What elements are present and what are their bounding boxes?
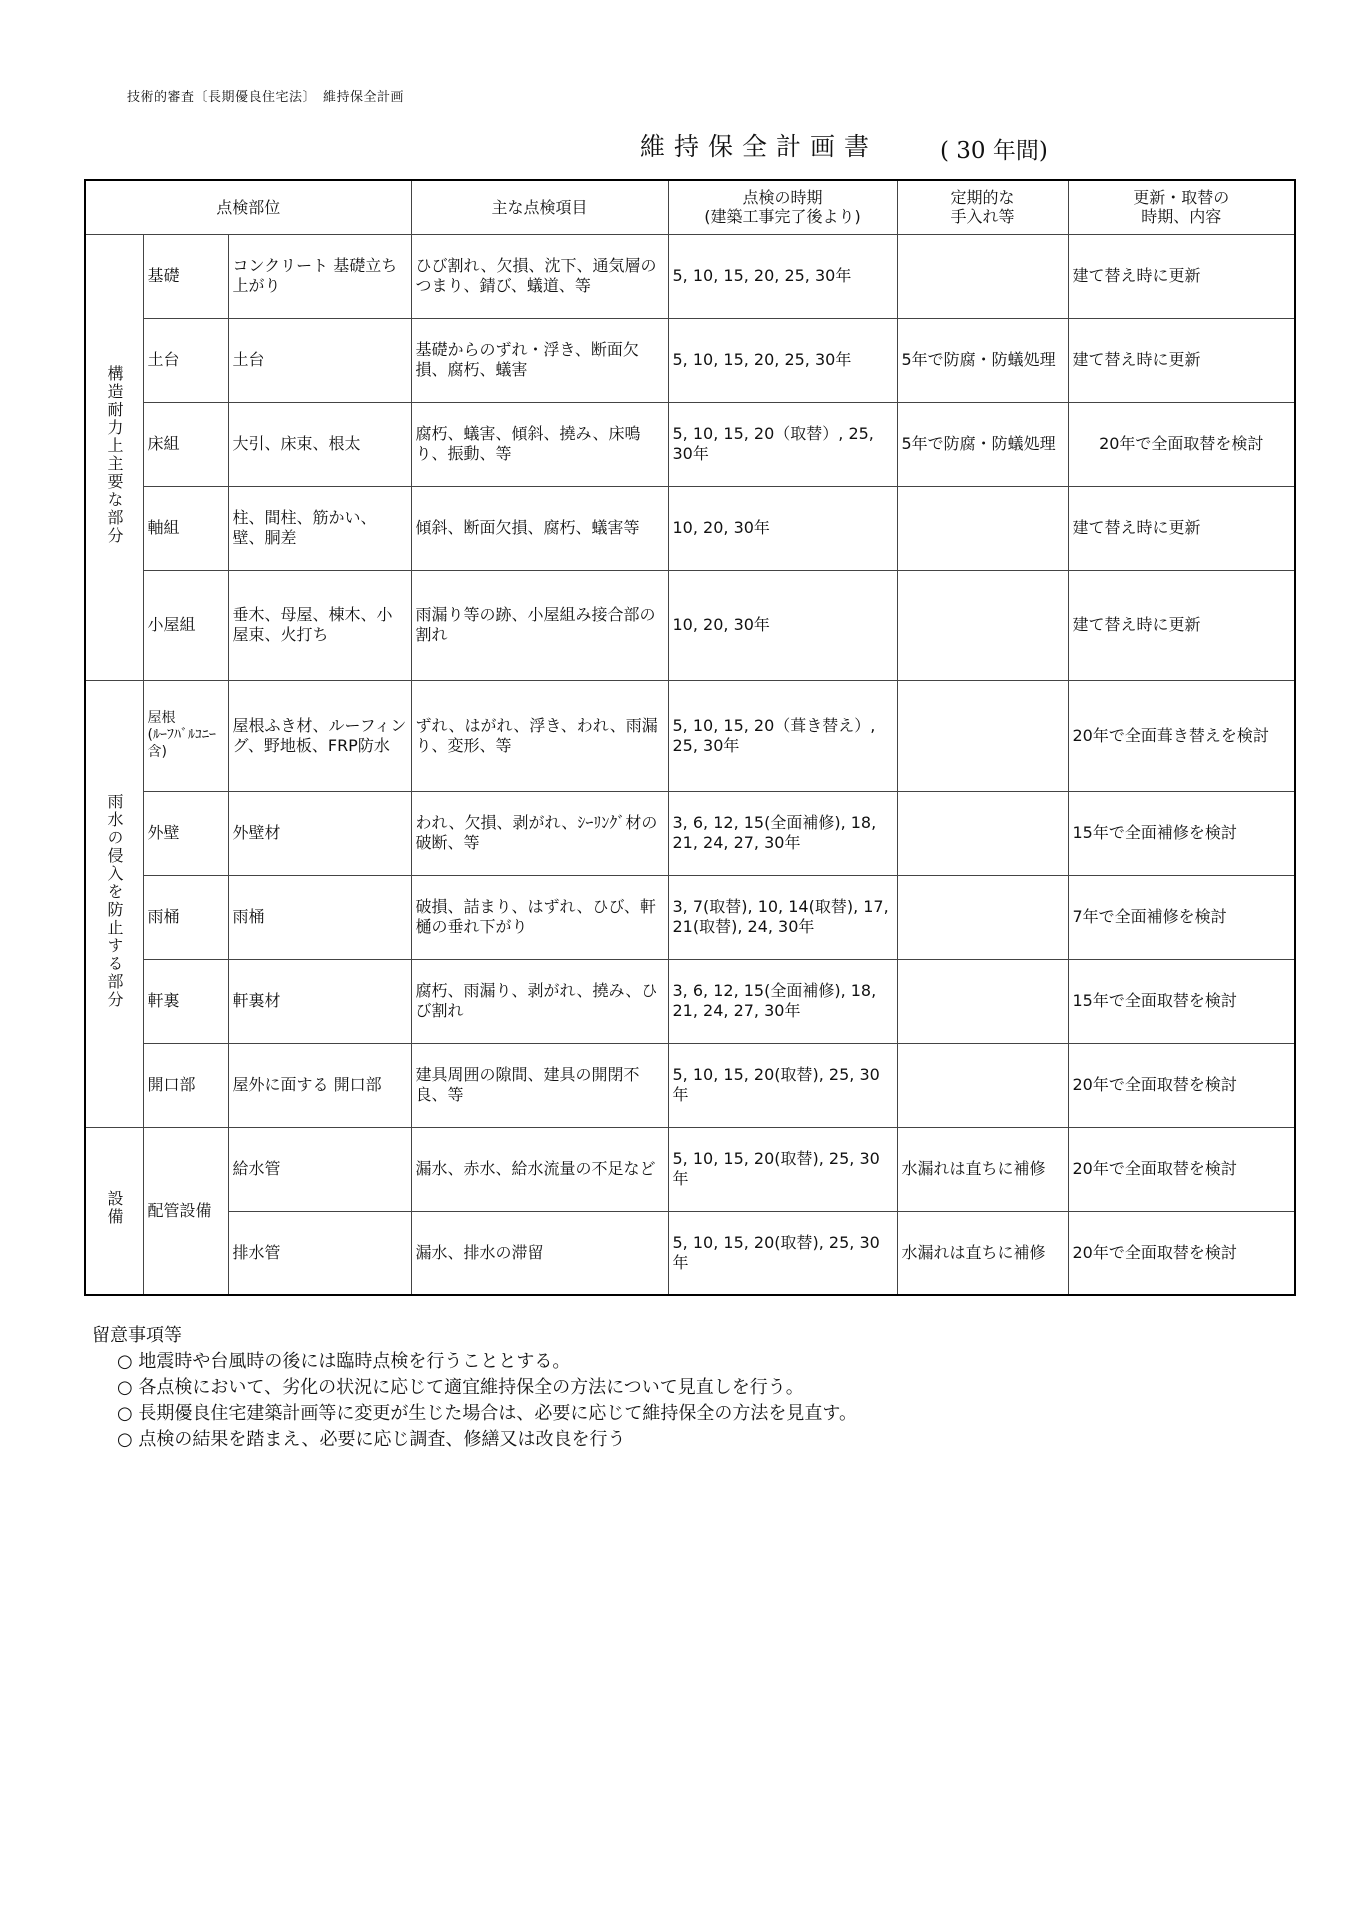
header-part: 点検部位 — [85, 180, 411, 234]
renewal-cell: 20年で全面取替を検討 — [1068, 1211, 1295, 1295]
renewal-cell: 20年で全面取替を検討 — [1068, 1127, 1295, 1211]
timing-cell: 5, 10, 15, 20（葺き替え）, 25, 30年 — [668, 680, 897, 791]
renewal-cell: 建て替え時に更新 — [1068, 318, 1295, 402]
notes-heading: 留意事項等 — [92, 1325, 182, 1346]
note-item: ○ 地震時や台風時の後には臨時点検を行うこととする。 — [117, 1351, 571, 1373]
table-row — [85, 791, 1295, 875]
header-items: 主な点検項目 — [411, 180, 668, 234]
items-cell: 建具周囲の隙間、建具の開閉不良、等 — [411, 1043, 668, 1127]
renewal-cell: 7年で全面補修を検討 — [1068, 875, 1295, 959]
sub-part-cell: 外壁材 — [228, 791, 411, 875]
items-cell: ひび割れ、欠損、沈下、通気層のつまり、錆び、蟻道、等 — [411, 234, 668, 318]
timing-cell: 10, 20, 30年 — [668, 486, 897, 570]
care-cell — [897, 875, 1068, 959]
maintenance-plan-table — [84, 179, 1296, 1296]
category-structural — [85, 234, 143, 680]
items-cell: 漏水、排水の滞留 — [411, 1211, 668, 1295]
table-row — [85, 1127, 1295, 1211]
renewal-cell: 建て替え時に更新 — [1068, 234, 1295, 318]
header-note: 技術的審査〔長期優良住宅法〕 維持保全計画 — [127, 90, 405, 105]
part-cell: 配管設備 — [143, 1127, 228, 1295]
category-label: 設備 — [105, 1190, 124, 1227]
renewal-cell: 建て替え時に更新 — [1068, 570, 1295, 680]
care-cell — [897, 791, 1068, 875]
part-cell: 基礎 — [143, 234, 228, 318]
table-row — [85, 234, 1295, 318]
header-care: 定期的な 手入れ等 — [897, 180, 1068, 234]
items-cell: 基礎からのずれ・浮き、断面欠損、腐朽、蟻害 — [411, 318, 668, 402]
header-timing: 点検の時期 (建築工事完了後より) — [668, 180, 897, 234]
timing-cell: 5, 10, 15, 20, 25, 30年 — [668, 318, 897, 402]
part-cell: 雨桶 — [143, 875, 228, 959]
care-cell — [897, 234, 1068, 318]
timing-cell: 5, 10, 15, 20, 25, 30年 — [668, 234, 897, 318]
header-renewal: 更新・取替の 時期、内容 — [1068, 180, 1295, 234]
note-item: ○ 各点検において、劣化の状況に応じて適宜維持保全の方法について見直しを行う。 — [117, 1377, 804, 1399]
part-cell: 軒裏 — [143, 959, 228, 1043]
part-cell: 土台 — [143, 318, 228, 402]
sub-part-cell: 雨桶 — [228, 875, 411, 959]
part-cell: 小屋組 — [143, 570, 228, 680]
timing-cell: 5, 10, 15, 20(取替), 25, 30年 — [668, 1043, 897, 1127]
category-label: 構造耐力上主要な部分 — [105, 364, 124, 545]
category-rainwater — [85, 680, 143, 1127]
note-item: ○ 点検の結果を踏まえ、必要に応じ調査、修繕又は改良を行う — [117, 1429, 626, 1451]
sub-part-cell: 屋外に面する 開口部 — [228, 1043, 411, 1127]
care-cell — [897, 959, 1068, 1043]
renewal-cell: 20年で全面取替を検討 — [1068, 402, 1295, 486]
timing-cell: 3, 6, 12, 15(全面補修), 18, 21, 24, 27, 30年 — [668, 791, 897, 875]
items-cell: ずれ、はがれ、浮き、われ、雨漏り、変形、等 — [411, 680, 668, 791]
table-row — [85, 875, 1295, 959]
part-cell: 軸組 — [143, 486, 228, 570]
renewal-cell: 20年で全面取替を検討 — [1068, 1043, 1295, 1127]
sub-part-cell: 垂木、母屋、棟木、小屋束、火打ち — [228, 570, 411, 680]
sub-part-cell: 屋根ふき材、ルーフィング、野地板、FRP防水 — [228, 680, 411, 791]
timing-cell: 10, 20, 30年 — [668, 570, 897, 680]
timing-cell: 5, 10, 15, 20(取替), 25, 30年 — [668, 1127, 897, 1211]
care-cell — [897, 486, 1068, 570]
table-row — [85, 1211, 1295, 1295]
table-row — [85, 680, 1295, 791]
timing-cell: 3, 7(取替), 10, 14(取替), 17, 21(取替), 24, 30年 — [668, 875, 897, 959]
items-cell: われ、欠損、剥がれ、ｼｰﾘﾝｸﾞ材の破断、等 — [411, 791, 668, 875]
table-row — [85, 570, 1295, 680]
items-cell: 傾斜、断面欠損、腐朽、蟻害等 — [411, 486, 668, 570]
care-cell — [897, 1043, 1068, 1127]
table-row — [85, 1043, 1295, 1127]
notes-section — [92, 1323, 857, 1453]
sub-part-cell: 排水管 — [228, 1211, 411, 1295]
timing-cell: 3, 6, 12, 15(全面補修), 18, 21, 24, 27, 30年 — [668, 959, 897, 1043]
care-cell: 5年で防腐・防蟻処理 — [897, 318, 1068, 402]
items-cell: 漏水、赤水、給水流量の不足など — [411, 1127, 668, 1211]
table-row — [85, 318, 1295, 402]
timing-cell: 5, 10, 15, 20（取替）, 25, 30年 — [668, 402, 897, 486]
care-cell — [897, 570, 1068, 680]
care-cell — [897, 680, 1068, 791]
document-title: 維持保全計画書 — [640, 132, 879, 161]
items-cell: 腐朽、雨漏り、剥がれ、撓み、ひび割れ — [411, 959, 668, 1043]
plan-period: ( 30 年間) — [940, 138, 1048, 164]
category-equipment — [85, 1127, 143, 1295]
sub-part-cell: コンクリート 基礎立ち上がり — [228, 234, 411, 318]
renewal-cell: 20年で全面葺き替えを検討 — [1068, 680, 1295, 791]
timing-cell: 5, 10, 15, 20(取替), 25, 30年 — [668, 1211, 897, 1295]
sub-part-cell: 軒裏材 — [228, 959, 411, 1043]
renewal-cell: 15年で全面補修を検討 — [1068, 791, 1295, 875]
items-cell: 雨漏り等の跡、小屋組み接合部の割れ — [411, 570, 668, 680]
renewal-cell: 15年で全面取替を検討 — [1068, 959, 1295, 1043]
renewal-cell: 建て替え時に更新 — [1068, 486, 1295, 570]
care-cell: 5年で防腐・防蟻処理 — [897, 402, 1068, 486]
note-item: ○ 長期優良住宅建築計画等に変更が生じた場合は、必要に応じて維持保全の方法を見直す。 — [117, 1403, 857, 1425]
part-cell: 開口部 — [143, 1043, 228, 1127]
items-cell: 腐朽、蟻害、傾斜、撓み、床鳴り、振動、等 — [411, 402, 668, 486]
table-row — [85, 959, 1295, 1043]
sub-part-cell: 大引、床束、根太 — [228, 402, 411, 486]
table-header-row — [85, 180, 1295, 234]
care-cell: 水漏れは直ちに補修 — [897, 1127, 1068, 1211]
table-row — [85, 402, 1295, 486]
sub-part-cell: 給水管 — [228, 1127, 411, 1211]
part-cell: 外壁 — [143, 791, 228, 875]
table-row — [85, 486, 1295, 570]
sub-part-cell: 土台 — [228, 318, 411, 402]
part-cell: 床組 — [143, 402, 228, 486]
sub-part-cell: 柱、間柱、筋かい、壁、胴差 — [228, 486, 411, 570]
items-cell: 破損、詰まり、はずれ、ひび、軒樋の垂れ下がり — [411, 875, 668, 959]
category-label: 雨水の侵入を防止する部分 — [105, 793, 124, 1010]
part-cell: 屋根 (ﾙｰﾌﾊﾞﾙｺﾆｰ含) — [143, 680, 228, 791]
care-cell: 水漏れは直ちに補修 — [897, 1211, 1068, 1295]
